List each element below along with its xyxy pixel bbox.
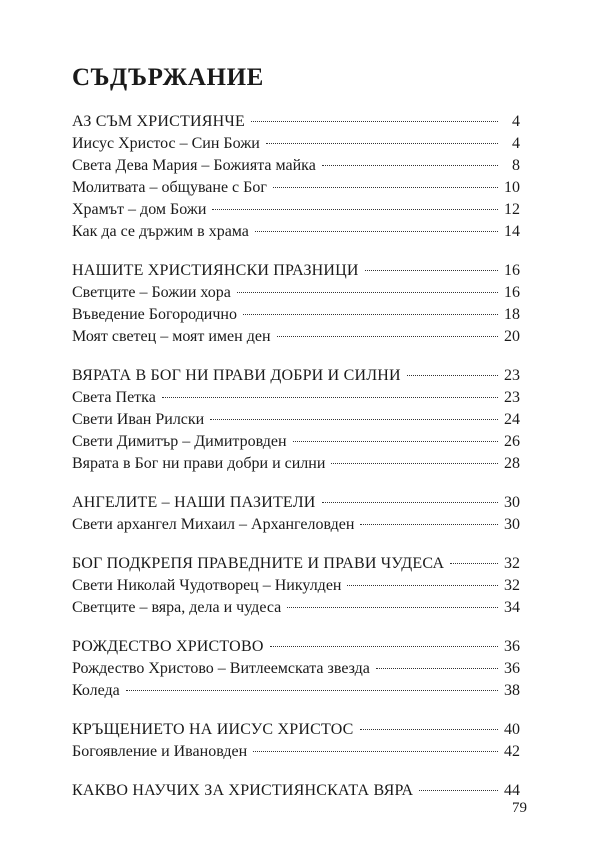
entry-page-number: 8 [512, 157, 520, 174]
toc-section [72, 492, 520, 536]
dot-leader [365, 270, 498, 271]
page-number: 79 [512, 800, 527, 816]
entry-page-number: 42 [504, 743, 520, 760]
entry-title: Светците – Божии хора [72, 284, 231, 301]
toc-section-heading [72, 719, 520, 741]
dot-leader [419, 790, 498, 791]
entry-page-number: 16 [504, 262, 520, 279]
entry-title: Богоявление и Ивановден [72, 743, 248, 760]
entry-page-number: 30 [504, 494, 520, 511]
entry-title: Молитвата – общуване с Бог [72, 179, 267, 196]
toc-entry [72, 680, 520, 702]
entry-page-number: 16 [504, 284, 520, 301]
toc-section [72, 260, 520, 348]
entry-page-number: 38 [504, 682, 520, 699]
entry-page-number: 44 [504, 782, 520, 799]
toc-section-heading [72, 636, 520, 658]
toc-entry [72, 177, 520, 199]
entry-title: Как да се държим в храма [72, 223, 249, 240]
dot-leader [210, 419, 498, 420]
entry-title: Свети Иван Рилски [72, 411, 205, 428]
dot-leader [270, 646, 498, 647]
entry-page-number: 28 [504, 455, 520, 472]
toc-entry [72, 133, 520, 155]
entry-page-number: 14 [504, 223, 520, 240]
toc-entry [72, 658, 520, 680]
toc-section-heading [72, 365, 520, 387]
entry-page-number: 23 [504, 367, 520, 384]
dot-leader [273, 187, 498, 188]
toc-section [72, 553, 520, 619]
entry-page-number: 20 [504, 328, 520, 345]
entry-title: Вярата в Бог ни прави добри и силни [72, 455, 326, 472]
toc-entry [72, 409, 520, 431]
toc-entry [72, 282, 520, 304]
toc-entry [72, 304, 520, 326]
toc-section [72, 780, 520, 802]
toc-section [72, 365, 520, 475]
toc-entry [72, 514, 520, 536]
entry-title: АНГЕЛИТЕ – НАШИ ПАЗИТЕЛИ [72, 494, 316, 511]
dot-leader [253, 751, 498, 752]
toc-entry [72, 597, 520, 619]
dot-leader [331, 463, 498, 464]
entry-title: Рождество Христово – Витлеемската звезда [72, 660, 370, 677]
page-title: СЪДЪРЖАНИЕ [72, 64, 264, 91]
table-of-contents [72, 111, 520, 819]
dot-leader [376, 668, 498, 669]
entry-page-number: 32 [504, 555, 520, 572]
entry-page-number: 4 [512, 113, 520, 130]
dot-leader [237, 292, 498, 293]
toc-entry [72, 575, 520, 597]
entry-title: Моят светец – моят имен ден [72, 328, 271, 345]
entry-page-number: 24 [504, 411, 520, 428]
entry-page-number: 32 [504, 577, 520, 594]
entry-page-number: 23 [504, 389, 520, 406]
toc-entry [72, 741, 520, 763]
toc-section-heading [72, 492, 520, 514]
dot-leader [162, 397, 498, 398]
entry-title: Свети Николай Чудотворец – Никулден [72, 577, 342, 594]
entry-title: НАШИТЕ ХРИСТИЯНСКИ ПРАЗНИЦИ [72, 262, 359, 279]
dot-leader [322, 502, 498, 503]
entry-title: Храмът – дом Божи [72, 201, 207, 218]
entry-title: АЗ СЪМ ХРИСТИЯНЧЕ [72, 113, 245, 130]
toc-entry [72, 453, 520, 475]
toc-section [72, 111, 520, 243]
toc-entry [72, 221, 520, 243]
entry-title: ВЯРАТА В БОГ НИ ПРАВИ ДОБРИ И СИЛНИ [72, 367, 401, 384]
entry-title: Коледа [72, 682, 120, 699]
entry-page-number: 4 [512, 135, 520, 152]
toc-entry [72, 326, 520, 348]
entry-title: Света Петка [72, 389, 156, 406]
entry-title: РОЖДЕСТВО ХРИСТОВО [72, 638, 264, 655]
toc-section-heading [72, 111, 520, 133]
dot-leader [360, 524, 498, 525]
entry-title: КРЪЩЕНИЕТО НА ИИСУС ХРИСТОС [72, 721, 354, 738]
dot-leader [251, 121, 498, 122]
dot-leader [266, 143, 498, 144]
dot-leader [243, 314, 498, 315]
entry-title: Свети архангел Михаил – Архангеловден [72, 516, 355, 533]
entry-title: Светците – вяра, дела и чудеса [72, 599, 282, 616]
dot-leader [360, 729, 498, 730]
entry-page-number: 36 [504, 660, 520, 677]
dot-leader [277, 336, 498, 337]
dot-leader [450, 563, 498, 564]
entry-title: Свети Димитър – Димитровден [72, 433, 287, 450]
dot-leader [212, 209, 498, 210]
entry-page-number: 10 [504, 179, 520, 196]
toc-entry [72, 431, 520, 453]
toc-entry [72, 155, 520, 177]
entry-page-number: 30 [504, 516, 520, 533]
entry-page-number: 34 [504, 599, 520, 616]
toc-section-heading [72, 780, 520, 802]
dot-leader [293, 441, 498, 442]
toc-section-heading [72, 260, 520, 282]
toc-entry [72, 387, 520, 409]
entry-title: Въведение Богородично [72, 306, 237, 323]
entry-page-number: 26 [504, 433, 520, 450]
toc-section-heading [72, 553, 520, 575]
dot-leader [407, 375, 498, 376]
entry-page-number: 18 [504, 306, 520, 323]
dot-leader [255, 231, 498, 232]
entry-page-number: 36 [504, 638, 520, 655]
entry-title: КАКВО НАУЧИХ ЗА ХРИСТИЯНСКАТА ВЯРА [72, 782, 414, 799]
entry-title: БОГ ПОДКРЕПЯ ПРАВЕДНИТЕ И ПРАВИ ЧУДЕСА [72, 555, 445, 572]
entry-page-number: 12 [504, 201, 520, 218]
toc-section [72, 719, 520, 763]
toc-section [72, 636, 520, 702]
dot-leader [287, 607, 498, 608]
dot-leader [322, 165, 498, 166]
entry-title: Света Дева Мария – Божията майка [72, 157, 316, 174]
entry-title: Иисус Христос – Син Божи [72, 135, 260, 152]
dot-leader [126, 690, 498, 691]
toc-entry [72, 199, 520, 221]
entry-page-number: 40 [504, 721, 520, 738]
dot-leader [347, 585, 498, 586]
